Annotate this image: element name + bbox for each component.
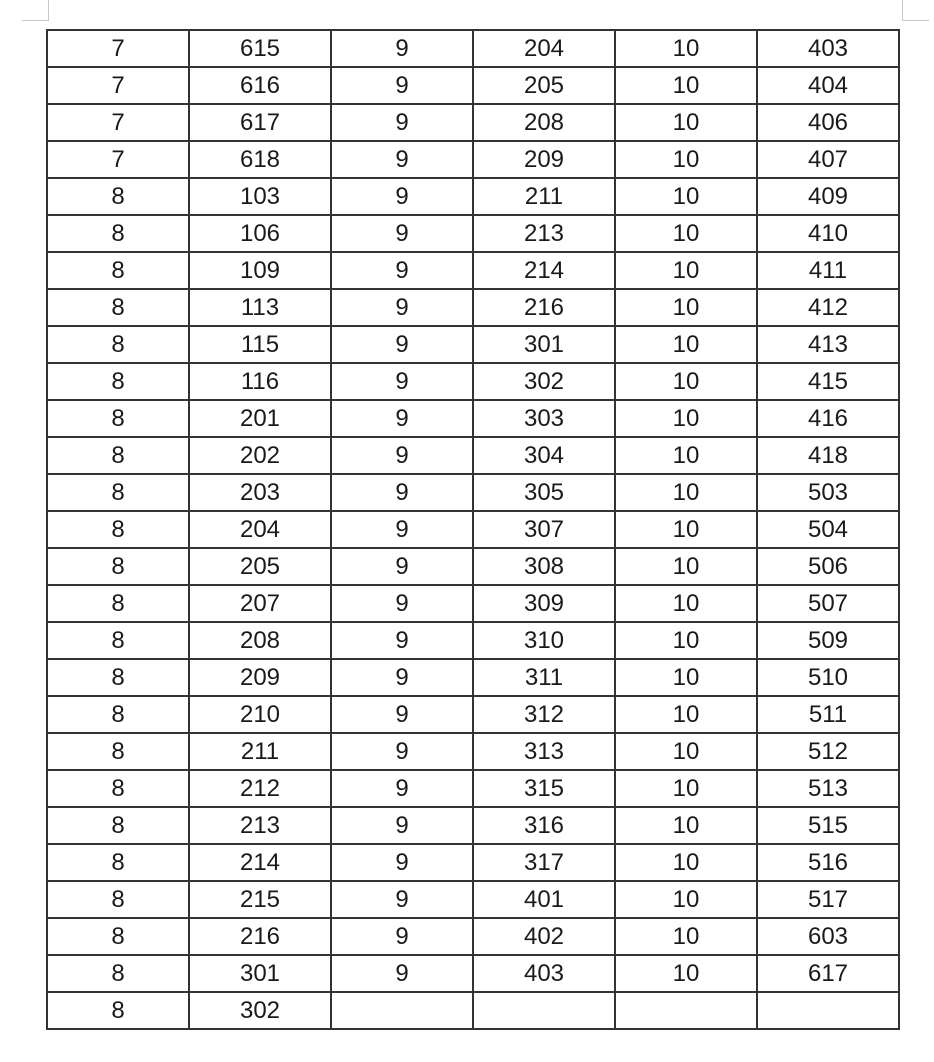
table-cell: 8 <box>47 622 189 659</box>
table-cell: 9 <box>331 918 473 955</box>
table-row <box>47 844 899 881</box>
table-row <box>47 733 899 770</box>
table-cell: 307 <box>473 511 615 548</box>
table-cell: 302 <box>473 363 615 400</box>
table-cell: 9 <box>331 511 473 548</box>
table-cell: 10 <box>615 141 757 178</box>
table-cell: 618 <box>189 141 331 178</box>
table-cell: 204 <box>189 511 331 548</box>
table-cell: 517 <box>757 881 899 918</box>
table-cell: 106 <box>189 215 331 252</box>
table-cell: 507 <box>757 585 899 622</box>
table-cell: 401 <box>473 881 615 918</box>
table-cell: 9 <box>331 696 473 733</box>
table-cell: 312 <box>473 696 615 733</box>
table-cell: 10 <box>615 622 757 659</box>
table-cell: 9 <box>331 67 473 104</box>
table-cell: 202 <box>189 437 331 474</box>
table-cell: 8 <box>47 696 189 733</box>
table-row <box>47 955 899 992</box>
table-row <box>47 252 899 289</box>
table-cell: 8 <box>47 215 189 252</box>
table-cell: 8 <box>47 807 189 844</box>
table-cell: 515 <box>757 807 899 844</box>
table-cell: 8 <box>47 289 189 326</box>
table-cell: 10 <box>615 252 757 289</box>
table-cell: 8 <box>47 363 189 400</box>
table-cell: 10 <box>615 511 757 548</box>
table-cell: 8 <box>47 733 189 770</box>
table-row <box>47 141 899 178</box>
table-cell: 8 <box>47 659 189 696</box>
table-cell: 509 <box>757 622 899 659</box>
table-cell: 617 <box>757 955 899 992</box>
table-cell: 303 <box>473 400 615 437</box>
table-cell: 9 <box>331 141 473 178</box>
table-cell: 516 <box>757 844 899 881</box>
table-cell: 103 <box>189 178 331 215</box>
table-row <box>47 696 899 733</box>
table-row <box>47 178 899 215</box>
table-cell: 412 <box>757 289 899 326</box>
table-cell: 213 <box>473 215 615 252</box>
table-cell: 211 <box>189 733 331 770</box>
table-cell: 411 <box>757 252 899 289</box>
table-cell: 9 <box>331 770 473 807</box>
table-cell: 512 <box>757 733 899 770</box>
table-cell: 10 <box>615 770 757 807</box>
table-cell: 215 <box>189 881 331 918</box>
table-cell: 407 <box>757 141 899 178</box>
table-cell: 10 <box>615 659 757 696</box>
table-row <box>47 437 899 474</box>
table-row <box>47 474 899 511</box>
table-cell: 10 <box>615 30 757 67</box>
table-cell: 301 <box>189 955 331 992</box>
table-cell: 9 <box>331 548 473 585</box>
table-cell: 315 <box>473 770 615 807</box>
table-cell: 8 <box>47 548 189 585</box>
table-cell: 9 <box>331 289 473 326</box>
table-cell: 10 <box>615 215 757 252</box>
table-cell: 415 <box>757 363 899 400</box>
table-cell: 9 <box>331 585 473 622</box>
table-cell <box>473 992 615 1029</box>
table-cell: 311 <box>473 659 615 696</box>
table-cell: 8 <box>47 881 189 918</box>
table-cell: 305 <box>473 474 615 511</box>
table-cell: 302 <box>189 992 331 1029</box>
table-cell: 9 <box>331 844 473 881</box>
table-cell: 409 <box>757 178 899 215</box>
table-cell: 9 <box>331 104 473 141</box>
table-cell: 8 <box>47 918 189 955</box>
table-cell: 10 <box>615 400 757 437</box>
table-row <box>47 289 899 326</box>
table-cell: 8 <box>47 955 189 992</box>
table-cell: 406 <box>757 104 899 141</box>
table-cell: 513 <box>757 770 899 807</box>
table-cell: 7 <box>47 67 189 104</box>
table-cell <box>615 992 757 1029</box>
table-row <box>47 326 899 363</box>
table-cell: 9 <box>331 733 473 770</box>
table-cell: 216 <box>189 918 331 955</box>
table-cell: 404 <box>757 67 899 104</box>
table-cell: 8 <box>47 585 189 622</box>
table-cell: 7 <box>47 30 189 67</box>
table-cell: 214 <box>189 844 331 881</box>
table-cell: 7 <box>47 141 189 178</box>
table-cell: 10 <box>615 548 757 585</box>
table-row <box>47 918 899 955</box>
table-cell: 9 <box>331 363 473 400</box>
table-cell: 207 <box>189 585 331 622</box>
table-cell: 10 <box>615 585 757 622</box>
table-cell: 603 <box>757 918 899 955</box>
table-cell: 213 <box>189 807 331 844</box>
table-cell: 402 <box>473 918 615 955</box>
table-cell: 309 <box>473 585 615 622</box>
table-cell: 10 <box>615 696 757 733</box>
table-cell: 9 <box>331 252 473 289</box>
table-cell: 8 <box>47 511 189 548</box>
table-cell: 304 <box>473 437 615 474</box>
table-row <box>47 400 899 437</box>
table-cell: 416 <box>757 400 899 437</box>
table-cell: 212 <box>189 770 331 807</box>
table-cell: 9 <box>331 178 473 215</box>
table-row <box>47 363 899 400</box>
table-cell: 316 <box>473 807 615 844</box>
table-cell: 9 <box>331 622 473 659</box>
table-cell: 214 <box>473 252 615 289</box>
table-row <box>47 881 899 918</box>
table-cell: 9 <box>331 30 473 67</box>
table-cell: 210 <box>189 696 331 733</box>
table-cell: 9 <box>331 215 473 252</box>
table-cell: 208 <box>473 104 615 141</box>
table-cell: 403 <box>473 955 615 992</box>
table-cell: 204 <box>473 30 615 67</box>
table-cell: 8 <box>47 992 189 1029</box>
table-cell: 310 <box>473 622 615 659</box>
table-row <box>47 511 899 548</box>
table-cell: 205 <box>189 548 331 585</box>
table-cell: 8 <box>47 252 189 289</box>
table-cell: 9 <box>331 326 473 363</box>
table-cell: 109 <box>189 252 331 289</box>
table-row <box>47 659 899 696</box>
table-cell: 10 <box>615 733 757 770</box>
table-cell: 8 <box>47 178 189 215</box>
table-cell: 205 <box>473 67 615 104</box>
table-cell: 209 <box>473 141 615 178</box>
table-cell: 510 <box>757 659 899 696</box>
table-cell: 10 <box>615 474 757 511</box>
table-cell: 9 <box>331 437 473 474</box>
table-cell: 10 <box>615 178 757 215</box>
table-cell: 9 <box>331 807 473 844</box>
table-cell: 617 <box>189 104 331 141</box>
table-row <box>47 807 899 844</box>
table-cell: 115 <box>189 326 331 363</box>
table-cell: 8 <box>47 844 189 881</box>
table-cell: 211 <box>473 178 615 215</box>
table-cell: 10 <box>615 881 757 918</box>
table-cell: 308 <box>473 548 615 585</box>
table-row <box>47 992 899 1029</box>
table-row <box>47 622 899 659</box>
table-cell: 418 <box>757 437 899 474</box>
table-cell: 8 <box>47 326 189 363</box>
table-row <box>47 67 899 104</box>
table-cell: 8 <box>47 474 189 511</box>
table-cell: 10 <box>615 289 757 326</box>
table-cell: 209 <box>189 659 331 696</box>
table-row <box>47 215 899 252</box>
table-cell: 9 <box>331 659 473 696</box>
table-cell: 10 <box>615 326 757 363</box>
table-cell: 201 <box>189 400 331 437</box>
table-cell: 9 <box>331 955 473 992</box>
table-cell: 113 <box>189 289 331 326</box>
table-cell: 7 <box>47 104 189 141</box>
table-cell: 116 <box>189 363 331 400</box>
table-cell: 511 <box>757 696 899 733</box>
table-cell: 615 <box>189 30 331 67</box>
data-table-body <box>47 30 899 1029</box>
table-row <box>47 30 899 67</box>
table-cell: 10 <box>615 67 757 104</box>
table-cell: 410 <box>757 215 899 252</box>
table-cell: 203 <box>189 474 331 511</box>
table-cell: 10 <box>615 807 757 844</box>
table-row <box>47 548 899 585</box>
table-cell: 10 <box>615 363 757 400</box>
table-row <box>47 770 899 807</box>
table-cell: 9 <box>331 881 473 918</box>
table-cell: 8 <box>47 770 189 807</box>
table-row <box>47 585 899 622</box>
table-cell: 8 <box>47 437 189 474</box>
table-cell: 403 <box>757 30 899 67</box>
table-cell: 8 <box>47 400 189 437</box>
table-cell: 10 <box>615 955 757 992</box>
data-table <box>46 29 900 1030</box>
table-cell: 10 <box>615 437 757 474</box>
table-cell: 9 <box>331 400 473 437</box>
table-cell <box>331 992 473 1029</box>
table-cell: 313 <box>473 733 615 770</box>
table-row <box>47 104 899 141</box>
table-cell <box>757 992 899 1029</box>
table-cell: 301 <box>473 326 615 363</box>
table-cell: 10 <box>615 104 757 141</box>
table-cell: 503 <box>757 474 899 511</box>
table-cell: 216 <box>473 289 615 326</box>
table-cell: 9 <box>331 474 473 511</box>
table-cell: 506 <box>757 548 899 585</box>
table-cell: 317 <box>473 844 615 881</box>
table-cell: 208 <box>189 622 331 659</box>
table-cell: 413 <box>757 326 899 363</box>
table-cell: 504 <box>757 511 899 548</box>
crop-mark-top-right <box>902 0 929 21</box>
table-cell: 10 <box>615 844 757 881</box>
table-cell: 10 <box>615 918 757 955</box>
table-cell: 616 <box>189 67 331 104</box>
crop-mark-top-left <box>22 0 49 21</box>
